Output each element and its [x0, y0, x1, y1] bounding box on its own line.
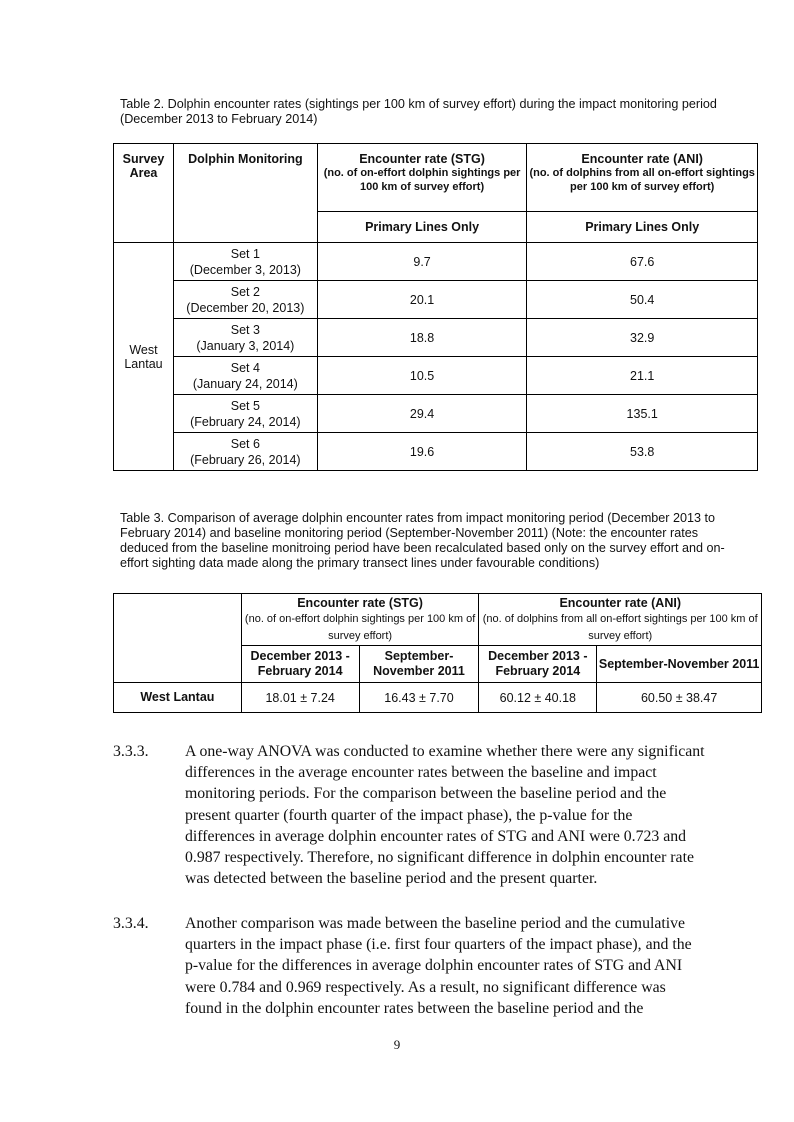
set-label: Set 5 [230, 398, 260, 413]
t3-row-label: West Lantau [114, 683, 242, 713]
t3-value: 16.43 ± 7.70 [359, 683, 479, 713]
t3-header-ani-sub: (no. of dolphins from all on-effort sightings per 100 km of survey effort) [482, 613, 758, 642]
table2-caption: Table 2. Dolphin encounter rates (sightings per 100 km of survey effort) during the impact monitoring period (December 2013 to February 2014) [120, 97, 717, 126]
header-stg-title: Encounter rate (STG) [359, 152, 485, 166]
header-ani-title: Encounter rate (ANI) [581, 152, 703, 166]
table-row [114, 683, 762, 713]
table-row [114, 319, 758, 357]
t3-value: 60.12 ± 40.18 [479, 683, 597, 713]
header-stg [317, 144, 527, 212]
table-row [114, 357, 758, 395]
stg-value: 9.7 [317, 243, 527, 281]
header-dolphin-monitoring: Dolphin Monitoring [173, 144, 317, 243]
paragraph-text: A one-way ANOVA was conducted to examine whether there were any significant differences in the average encounter rates between the baseline and impact monitoring periods. For the comparison between the baseline period and the present quarter (fourth quarter of the impact phase), the p-value for the differences in average dolphin encounter rates of STG and ANI were 0.723 and 0.987 respectively. Therefore, no significant difference in dolphin encounter rate was detected between the baseline period and the present quarter. [185, 743, 705, 888]
set-date: (December 3, 2013) [189, 262, 301, 277]
ani-value: 32.9 [527, 319, 758, 357]
stg-value: 29.4 [317, 395, 527, 433]
set-date: (January 24, 2014) [192, 376, 298, 391]
set-date: (February 24, 2014) [190, 414, 301, 429]
paragraph-number: 3.3.3. [113, 743, 149, 760]
paragraph-text: Another comparison was made between the baseline period and the cumulative quarters in the impact phase (i.e. first four quarters of the impact phase), and the p-value for the differences in average dolphin encounter rates of STG and ANI were 0.784 and 0.969 respectively. As a result, no significant difference was found in the dolphin encounter rates between the baseline period and the [185, 915, 692, 1017]
stg-value: 20.1 [317, 281, 527, 319]
header-stg-sub: (no. of on-effort dolphin sightings per 100 km of survey effort) [323, 167, 521, 193]
set-cell [173, 357, 317, 395]
t3-col-dec-feb-ani: December 2013 - February 2014 [479, 646, 597, 683]
ani-value: 53.8 [527, 433, 758, 471]
t3-header-ani-title: Encounter rate (ANI) [559, 596, 681, 610]
ani-value: 50.4 [527, 281, 758, 319]
set-cell [173, 319, 317, 357]
stg-value: 10.5 [317, 357, 527, 395]
header-survey-area: Survey Area [114, 144, 174, 243]
set-label: Set 2 [230, 284, 260, 299]
set-label: Set 6 [230, 436, 260, 451]
header-ani [527, 144, 758, 212]
ani-value: 135.1 [527, 395, 758, 433]
table3-caption: Table 3. Comparison of average dolphin encounter rates from impact monitoring period (December 2013 to February 2014) and baseline monitoring period (September-November 2011) (Note: the encounter rates deduced from the baseline monitroing period have been recalculated based only on the survey effort and on-effort sighting data made along the primary transect lines under favourable conditions) [120, 511, 725, 570]
survey-area-cell: West Lantau [114, 243, 174, 471]
set-label: Set 1 [230, 246, 260, 261]
set-date: (January 3, 2014) [196, 338, 295, 353]
set-cell [173, 243, 317, 281]
stg-value: 18.8 [317, 319, 527, 357]
page-number: 9 [393, 1037, 401, 1052]
t3-col-sep-nov-stg: September-November 2011 [359, 646, 479, 683]
set-date: (February 26, 2014) [190, 452, 301, 467]
t3-col-dec-feb-stg: December 2013 - February 2014 [241, 646, 359, 683]
table3 [113, 593, 762, 713]
header-ani-sub: (no. of dolphins from all on-effort sightings per 100 km of survey effort) [529, 167, 755, 193]
set-date: (December 20, 2013) [186, 300, 305, 315]
paragraph-number: 3.3.4. [113, 915, 149, 932]
t3-header-stg [241, 594, 479, 646]
header-ani-primary: Primary Lines Only [527, 212, 758, 243]
table-row [114, 395, 758, 433]
t3-header-ani [479, 594, 762, 646]
t3-value: 60.50 ± 38.47 [597, 683, 762, 713]
t3-value: 18.01 ± 7.24 [241, 683, 359, 713]
set-cell [173, 281, 317, 319]
table-row [114, 243, 758, 281]
t3-col-sep-nov-ani: September-November 2011 [597, 646, 762, 683]
ani-value: 21.1 [527, 357, 758, 395]
stg-value: 19.6 [317, 433, 527, 471]
set-label: Set 4 [230, 360, 260, 375]
table-row [114, 281, 758, 319]
t3-header-stg-title: Encounter rate (STG) [297, 596, 423, 610]
set-cell [173, 395, 317, 433]
table3-corner-cell [114, 594, 242, 683]
set-label: Set 3 [230, 322, 260, 337]
ani-value: 67.6 [527, 243, 758, 281]
header-stg-primary: Primary Lines Only [317, 212, 527, 243]
t3-header-stg-sub: (no. of on-effort dolphin sightings per 100 km of survey effort) [244, 613, 476, 642]
table2 [113, 143, 758, 471]
table-row [114, 433, 758, 471]
set-cell [173, 433, 317, 471]
